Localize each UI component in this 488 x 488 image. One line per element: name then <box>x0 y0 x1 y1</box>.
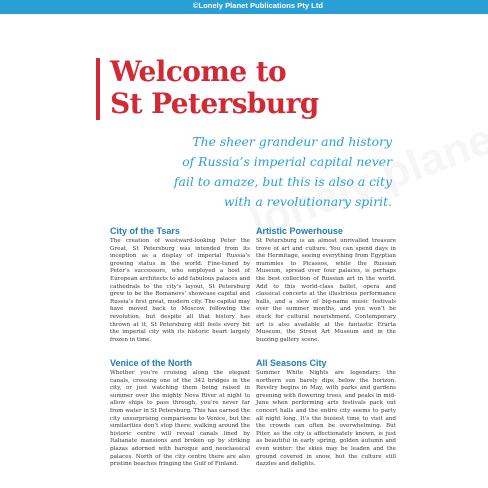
section-heading: Venice of the North <box>110 358 193 368</box>
section-heading: All Seasons City <box>256 358 327 368</box>
title-line-1: Welcome to <box>110 55 287 88</box>
tagline-line-1: The sheer grandeur and history <box>192 134 392 149</box>
section-body: The creation of westward-looking Peter the Great, St Petersburg was intended from its inception as a display of imperial Russia’s growing status in the world. Fine-tuned by Peter’s successors, who employed a host of European architects to add fabulous palaces and cathedrals to the city’s layout, St Petersburg grew to be the Romanovs’ showcase capital and Russia’s first great, modern city. The capital may have moved back to Moscow following the revolution, but despite all that history has thrown at it, St Petersburg still feels every bit the imperial city with its historic heart largely frozen in time. <box>110 238 250 343</box>
page-title <box>110 56 470 120</box>
section-heading: Artistic Powerhouse <box>256 226 344 236</box>
section-body: St Petersburg is an almost unrivalled treasure trove of art and culture. You can spend days in the Hermitage, seeing everything from Egyptian mummies to Picassos, while the Russian Museum, spread over four palaces, is perhaps the best collection of Russian art in the world. Add to this world-class ballet, opera and classical concerts at the illustrious performance halls, and a slew of big-name music festivals over the summer months, and you won’t be stuck for cultural nourishment. Contemporary art is also available at the fantastic Erarta Museum, the Street Art Museum and in the buzzing gallery scene. <box>256 238 396 343</box>
tagline-line-2: of Russia’s imperial capital never <box>182 154 392 169</box>
tagline-line-3: fail to amaze, but this is also a city <box>173 174 392 189</box>
title-accent-bar <box>96 58 100 120</box>
top-banner <box>0 0 488 14</box>
intro-tagline <box>112 132 392 212</box>
section-artistic-powerhouse <box>256 226 396 344</box>
section-body: Whether you’re cruising along the elegant canals, crossing one of the 342 bridges in the city, or just watching them being raised in summer over the mighty Neva River at night to allow ships to pass through, you’re never far from water in St Petersburg. This has earned the city unsurprising comparisons to Venice, but the similarities don’t stop there: walking around the historic centre will reveal canals lined by Italianate mansions and broken up by striking plazas adorned with baroque and neoclassical palaces. North of the city centre there are also pristine beaches fringing the Gulf of Finland. <box>110 370 250 468</box>
section-all-seasons-city <box>256 358 396 469</box>
tagline-line-4: with a revolutionary spirit. <box>223 194 392 209</box>
copyright-notice: ©Lonely Planet Publications Pty Ltd <box>192 1 323 10</box>
section-venice-of-north <box>110 358 250 469</box>
section-body: Summer White Nights are legendary: the northern sun barely dips below the horizon. Revelry begins in May, with parks and gardens greening with flowering trees, and peaks in mid-June when performing arts festivals pack out concert halls and the entire city seems to party all night long. It’s the busiest time to visit and the crowds can often be overwhelming. But Piter, as the city is affectionately known, is just as beautiful in early spring, golden autumn and even winter: the skies may be leaden and the ground covered in snow, but the culture still dazzles and delights. <box>256 370 396 468</box>
title-line-2: St Petersburg <box>110 87 319 120</box>
section-city-of-tsars <box>110 226 250 344</box>
section-heading: City of the Tsars <box>110 226 180 236</box>
